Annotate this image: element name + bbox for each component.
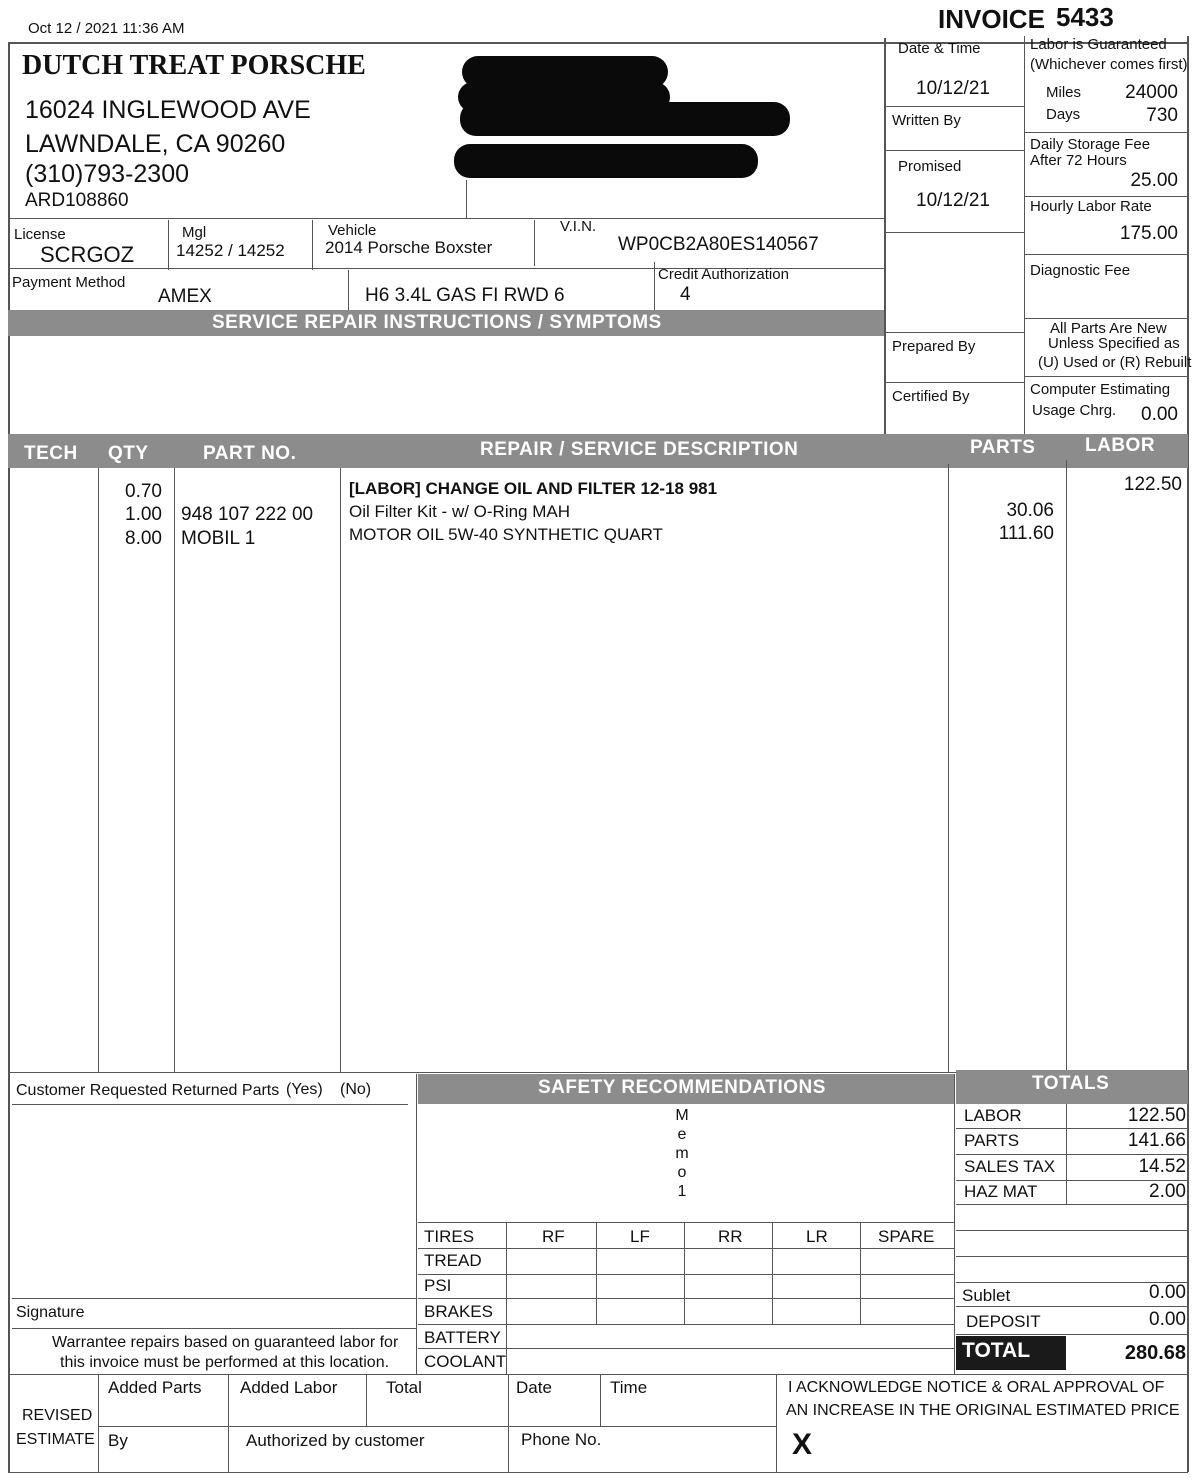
memo-vertical-label: M e m o 1 [675,1107,689,1200]
print-timestamp: Oct 12 / 2021 11:36 AM [28,20,185,37]
shop-name: DUTCH TREAT PORSCHE [22,50,366,81]
divider [654,262,655,310]
invoice-label: INVOICE [938,4,1045,34]
brakes-label: BRAKES [424,1302,493,1321]
coolant-label: COOLANT [424,1352,507,1371]
divider [418,1274,954,1275]
psi-label: PSI [424,1276,452,1295]
shop-address: 16024 INGLEWOOD AVE [25,96,311,124]
column-divider [948,464,949,1072]
divider [534,220,535,266]
authorized-by-label: Authorized by customer [246,1431,425,1450]
usage-charge-value: 0.00 [1141,404,1178,425]
divider [1024,318,1188,319]
col-parts: PARTS [970,437,1036,458]
divider [8,218,884,219]
signature-x-mark: X [792,1428,813,1461]
row-1-qty: 0.70 [125,481,162,502]
vin-label: V.I.N. [560,218,597,235]
vin-value: WP0CB2A80ES140567 [618,234,819,255]
totals-parts-value: 141.66 [1127,1130,1186,1151]
row-1-labor: 122.50 [1123,474,1182,495]
divider [416,1074,417,1374]
divider [956,1204,1188,1205]
estimate-label: ESTIMATE [16,1431,95,1448]
column-divider [340,468,341,1072]
totals-sales-tax-label: SALES TAX [964,1157,1056,1176]
license-value: SCRGOZ [40,242,135,267]
hourly-rate-label: Hourly Labor Rate [1030,198,1152,215]
promised-label: Promised [898,158,962,175]
vehicle-value: 2014 Porsche Boxster [325,238,493,257]
totals-hazmat-label: HAZ MAT [964,1182,1038,1201]
row-3-qty: 8.00 [125,528,162,549]
days-value: 730 [1146,105,1178,126]
divider [772,1222,773,1324]
divider [418,1348,954,1349]
miles-label: Miles [1046,84,1082,101]
invoice-number: 5433 [1056,2,1114,32]
promised-value: 10/12/21 [916,190,990,211]
divider [418,1324,954,1325]
redacted-customer-address [460,102,790,136]
parts-note-line2: Unless Specified as [1048,335,1180,352]
revised-date-label: Date [516,1378,552,1397]
tire-spare: SPARE [878,1227,935,1246]
column-divider [98,468,99,1072]
divider [886,332,1024,333]
totals-parts-label: PARTS [964,1131,1020,1150]
divider [1024,196,1188,197]
row-2-qty: 1.00 [125,504,162,525]
divider [956,1334,1188,1335]
revised-label: REVISED [22,1407,93,1424]
totals-labor-label: LABOR [964,1106,1022,1125]
battery-label: BATTERY [424,1328,501,1347]
row-2-description: Oil Filter Kit - w/ O-Ring MAH [349,502,571,521]
revised-total-label: Total [386,1378,422,1397]
total-label: TOTAL [962,1339,1031,1362]
storage-fee-value: 25.00 [1130,170,1178,191]
acknowledge-line2: AN INCREASE IN THE ORIGINAL ESTIMATED PRICE [786,1402,1180,1419]
divider [776,1374,777,1472]
safety-bar [418,1074,954,1104]
guarantee-line2: (Whichever comes first) [1030,56,1188,73]
divider [168,220,169,270]
totals-sales-tax-value: 14.52 [1138,1156,1186,1177]
col-part-no: PART NO. [203,443,297,464]
tire-lr: LR [806,1227,828,1246]
divider [12,1298,416,1299]
tires-label: TIRES [424,1227,475,1246]
tread-label: TREAD [424,1251,482,1270]
table-header-bar [8,434,1188,468]
signature-label: Signature [16,1304,85,1321]
tire-lf: LF [630,1227,650,1246]
col-qty: QTY [108,443,149,464]
shop-city: LAWNDALE, CA 90260 [25,130,286,158]
divider [418,1248,954,1249]
divider [956,1230,1188,1231]
divider [886,106,1024,107]
service-instructions-title: SERVICE REPAIR INSTRUCTIONS / SYMPTOMS [212,312,662,333]
prepared-by-label: Prepared By [892,338,976,355]
divider [886,150,1024,151]
miles-value: 24000 [1125,82,1178,103]
divider [418,1298,954,1299]
added-labor-label: Added Labor [240,1378,338,1397]
certified-by-label: Certified By [892,388,970,405]
column-divider [174,468,175,1072]
divider [312,220,313,270]
service-instructions-bar [8,310,884,336]
guarantee-line1: Labor is Guaranteed [1030,36,1167,53]
divider [954,1074,955,1374]
phone-number-label: Phone No. [521,1430,602,1449]
divider [348,270,349,310]
divider [956,1256,1188,1257]
col-tech: TECH [24,443,78,464]
col-description: REPAIR / SERVICE DESCRIPTION [480,439,799,460]
parts-note-line3: (U) Used or (R) Rebuilt [1038,354,1192,371]
mgl-label: Mgl [182,224,207,241]
divider [956,1306,1188,1307]
warranty-note-line1: Warrantee repairs based on guaranteed labor for [52,1334,399,1351]
divider [418,1222,954,1223]
totals-deposit-value: 0.00 [1149,1309,1186,1330]
top-border [8,42,1188,44]
divider [1024,376,1188,377]
tire-rf: RF [542,1227,565,1246]
written-by-label: Written By [892,112,961,129]
hourly-rate-value: 175.00 [1119,223,1178,244]
divider [508,1374,509,1472]
signature-line [12,1328,416,1329]
divider [98,1426,776,1427]
engine-value: H6 3.4L GAS FI RWD 6 [365,285,565,306]
license-label: License [14,226,66,243]
divider [600,1374,601,1426]
warranty-note-line2: this invoice must be performed at this location. [60,1354,390,1371]
totals-bar [956,1070,1188,1104]
payment-method-value: AMEX [158,286,212,307]
returned-parts-no: (No) [340,1081,372,1098]
divider [886,232,1024,233]
storage-fee-label2: After 72 Hours [1030,152,1127,169]
revised-time-label: Time [610,1378,648,1397]
credit-authorization-label: Credit Authorization [658,266,789,283]
row-3-parts: 111.60 [998,523,1054,544]
row-2-parts: 30.06 [1006,500,1054,521]
divider [366,1374,367,1426]
divider [596,1222,597,1324]
usage-charge-label: Usage Chrg. [1032,402,1117,419]
divider [1024,36,1025,434]
parts-note-line1: All Parts Are New [1050,320,1167,337]
row-1-description: [LABOR] CHANGE OIL AND FILTER 12-18 981 [349,479,718,498]
totals-title: TOTALS [1032,1073,1110,1094]
acknowledge-line1: I ACKNOWLEDGE NOTICE & ORAL APPROVAL OF [788,1379,1165,1396]
storage-fee-label1: Daily Storage Fee [1030,136,1151,153]
redacted-customer-phone [454,144,758,178]
added-parts-label: Added Parts [108,1378,202,1397]
left-border [8,42,10,1472]
diagnostic-fee-label: Diagnostic Fee [1030,262,1131,279]
vehicle-label: Vehicle [328,222,377,239]
divider [956,1128,1188,1129]
date-time-value: 10/12/21 [916,78,990,99]
totals-deposit-label: DEPOSIT [966,1312,1041,1331]
divider [886,382,1024,383]
totals-labor-value: 122.50 [1127,1105,1186,1126]
divider [98,1374,99,1472]
bottom-border [8,1472,1188,1473]
row-3-part-no: MOBIL 1 [181,528,256,549]
credit-authorization-value: 4 [680,284,691,305]
days-label: Days [1046,106,1081,123]
total-value: 280.68 [1124,1342,1186,1364]
totals-sublet-label: Sublet [962,1286,1011,1305]
divider [12,1104,408,1105]
row-2-part-no: 948 107 222 00 [181,504,314,525]
payment-method-label: Payment Method [12,274,126,291]
totals-sublet-value: 0.00 [1149,1282,1186,1303]
divider [684,1222,685,1324]
mgl-value: 14252 / 14252 [176,241,285,260]
total-label-box [956,1336,1066,1370]
computer-estimating-label: Computer Estimating [1030,381,1171,398]
divider [466,180,467,218]
column-divider [1066,460,1067,1072]
shop-ard: ARD108860 [25,190,129,211]
totals-hazmat-value: 2.00 [1149,1181,1186,1202]
divider [1024,254,1188,255]
returned-parts-yes: (Yes) [286,1081,323,1098]
safety-title: SAFETY RECOMMENDATIONS [538,1077,826,1098]
divider [860,1222,861,1324]
revised-by-label: By [108,1431,128,1450]
col-labor: LABOR [1085,435,1156,456]
date-time-label: Date & Time [898,40,981,57]
divider [1024,132,1188,133]
row-3-description: MOTOR OIL 5W-40 SYNTHETIC QUART [349,525,663,544]
tire-rr: RR [718,1227,743,1246]
returned-parts-label: Customer Requested Returned Parts [16,1082,280,1099]
divider [956,1154,1188,1155]
shop-phone: (310)793-2300 [25,160,190,188]
divider [8,1374,1188,1375]
divider [506,1222,507,1374]
divider [228,1374,229,1472]
divider [884,38,886,434]
